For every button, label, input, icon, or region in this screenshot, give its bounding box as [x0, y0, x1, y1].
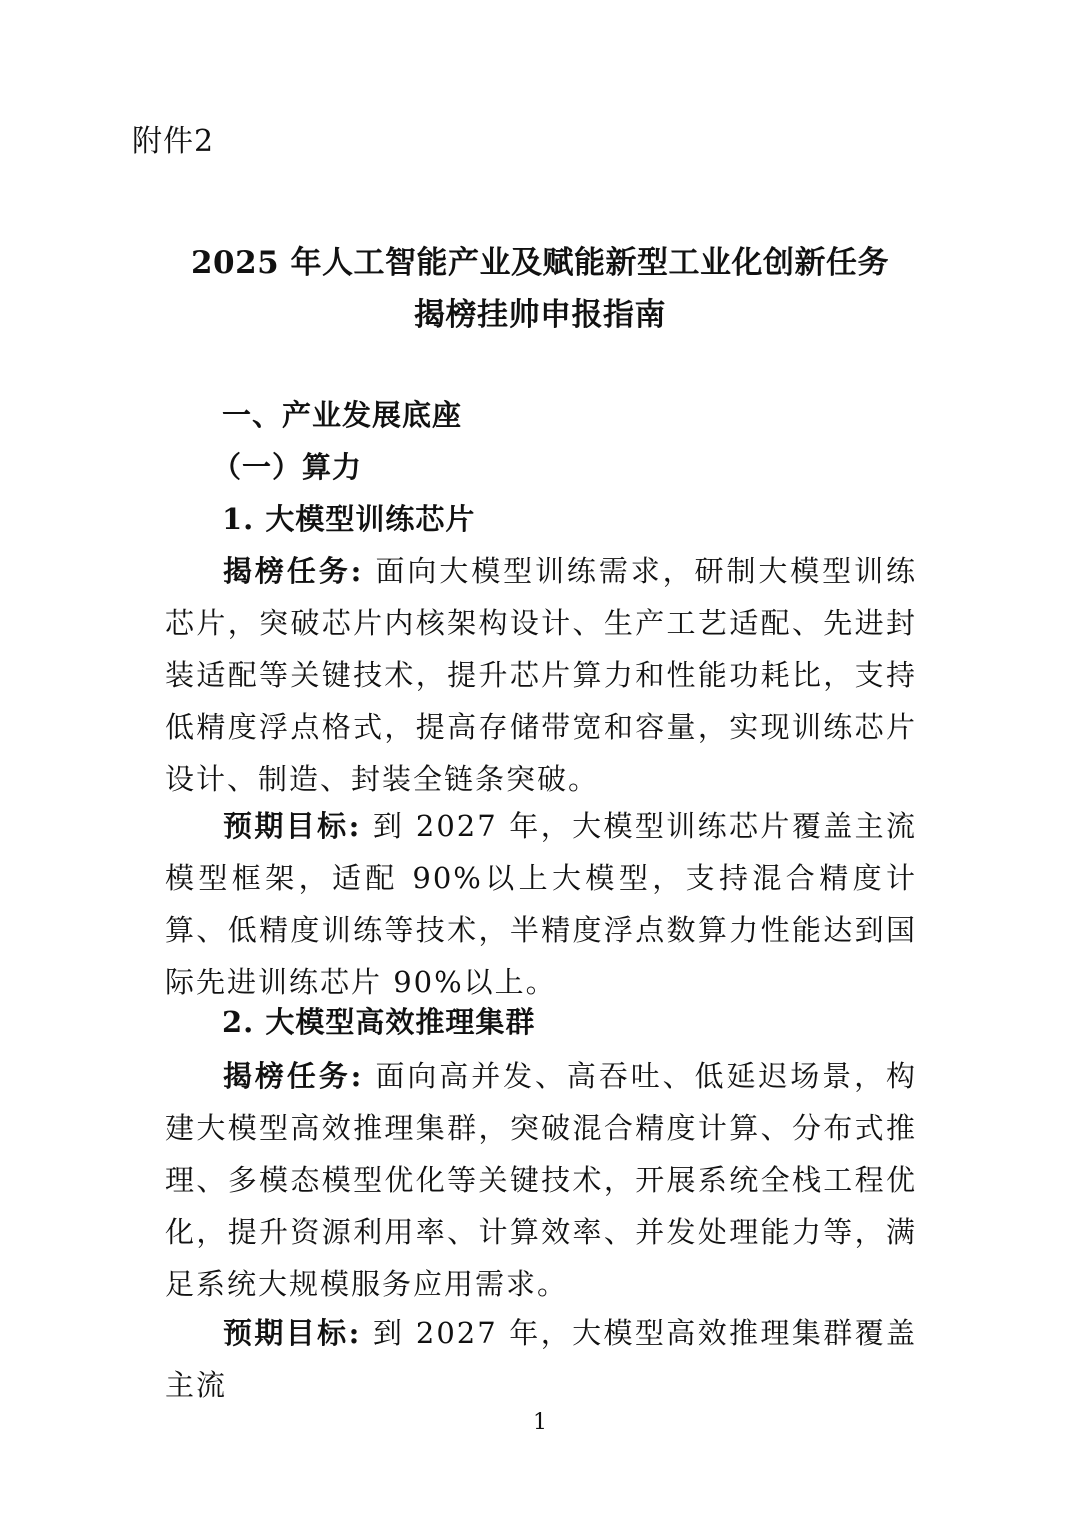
goal-lead-label: 预期目标: — [223, 809, 362, 843]
goal-lead-label: 预期目标: — [223, 1316, 362, 1350]
task-lead-label: 揭榜任务: — [223, 1059, 364, 1093]
document-title-line-1: 2025 年人工智能产业及赋能新型工业化创新任务 — [190, 245, 890, 281]
attachment-label: 附件2 — [132, 124, 215, 159]
item-1-heading: 1. 大模型训练芯片 — [222, 502, 476, 536]
task-text: 面向高并发、高吞吐、低延迟场景，构建大模型高效推理集群，突破混合精度计算、分布式推理、多模态模型优化等关键技术，开展系统全栈工程优化，提升资源利用率、计算效率、并发处理能力等，满足系统大规模服务应用需求。 — [165, 1059, 917, 1301]
document-title-line-2: 揭榜挂帅申报指南 — [414, 297, 666, 333]
subsection-heading: （一）算力 — [212, 450, 363, 484]
item-2-heading: 2. 大模型高效推理集群 — [222, 1005, 536, 1039]
item-2-goal-paragraph — [165, 1307, 917, 1411]
task-lead-label: 揭榜任务: — [223, 554, 364, 588]
page-number: 1 — [533, 1410, 547, 1435]
goal-text: 到 2027 年，大模型训练芯片覆盖主流模型框架，适配 90%以上大模型，支持混合精度计算、低精度训练等技术，半精度浮点数算力性能达到国际先进训练芯片 90%以上。 — [165, 809, 917, 999]
item-1-goal-paragraph — [165, 800, 917, 1008]
item-1-task-paragraph — [165, 545, 917, 805]
goal-text: 到 2027 年，大模型高效推理集群覆盖主流 — [165, 1316, 917, 1402]
section-heading: 一、产业发展底座 — [222, 398, 463, 432]
item-2-task-paragraph — [165, 1050, 917, 1310]
task-text: 面向大模型训练需求，研制大模型训练芯片，突破芯片内核架构设计、生产工艺适配、先进封装适配等关键技术，提升芯片算力和性能功耗比，支持低精度浮点格式，提高存储带宽和容量，实现训练芯片设计、制造、封装全链条突破。 — [165, 554, 917, 796]
